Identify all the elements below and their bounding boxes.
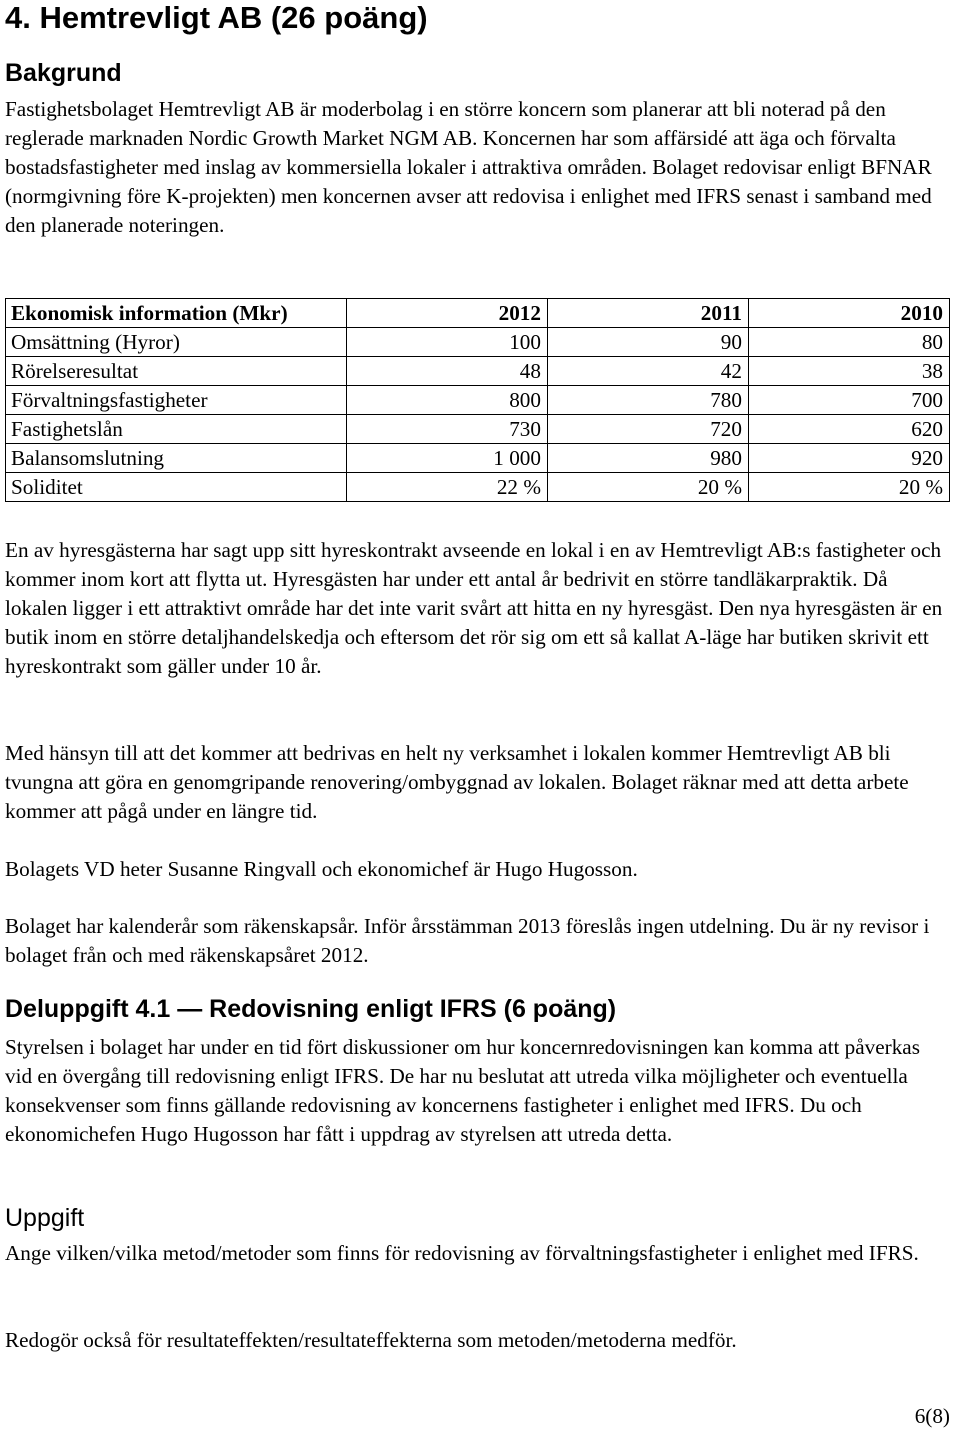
table-cell: 780 (547, 386, 748, 415)
table-cell: 20 % (748, 473, 949, 502)
table-cell: 42 (547, 357, 748, 386)
row-label: Rörelseresultat (6, 357, 347, 386)
table-row (6, 444, 950, 473)
table-cell: 38 (748, 357, 949, 386)
background-text: Fastighetsbolaget Hemtrevligt AB är moderbolag i en större koncern som planerar att bli noterad på den reglerade marknaden Nordic Growth Market NGM AB. Koncernen har som affärsidé att äga och förvalta bostadsfastigheter med inslag av kommersiella lokaler i attraktiva områden. Bolaget redovisar enligt BFNAR (normgivning före K-projekten) men koncernen avser att redovisa i enlighet med IFRS senast i samband med den planerade noteringen. (5, 97, 932, 237)
task-heading: Uppgift (5, 1204, 85, 1232)
paragraph-tenant: En av hyresgästerna har sagt upp sitt hyreskontrakt avseende en lokal i en av Hemtrevligt AB:s fastigheter och kommer inom kort att flytta ut. Hyresgästen har under ett antal år bedrivit en större tandläkarpraktik. Då lokalen ligger i ett attraktivt område har det inte varit svårt att hitta en ny hyresgäst. Den nya hyresgästen är en butik inom en större detaljhandelskedja och eftersom det rör sig om ett så kallat A-läge har butiken skrivit ett hyreskontrakt som gäller under 10 år. (5, 538, 943, 678)
table-row (6, 357, 950, 386)
row-label: Förvaltningsfastigheter (6, 386, 347, 415)
background-heading: Bakgrund (5, 59, 122, 87)
paragraph-management: Bolagets VD heter Susanne Ringvall och ekonomichef är Hugo Hugosson. (5, 857, 638, 881)
row-label: Fastighetslån (6, 415, 347, 444)
table-cell: 20 % (547, 473, 748, 502)
table-cell: 1 000 (346, 444, 547, 473)
table-cell: 700 (748, 386, 949, 415)
table-row (6, 328, 950, 357)
table-cell: 980 (547, 444, 748, 473)
table-cell: 720 (547, 415, 748, 444)
task-text-2: Redogör också för resultateffekten/resultateffekterna som metoden/metoderna medför. (5, 1328, 737, 1352)
page-number: 6(8) (914, 1404, 950, 1428)
table-row (6, 415, 950, 444)
table-cell: 100 (346, 328, 547, 357)
table-cell: 80 (748, 328, 949, 357)
table-cell: 620 (748, 415, 949, 444)
table-header-cell: 2010 (748, 299, 949, 328)
table-row (6, 473, 950, 502)
row-label: Balansomslutning (6, 444, 347, 473)
paragraph-renovation: Med hänsyn till att det kommer att bedrivas en helt ny verksamhet i lokalen kommer Hemtrevligt AB bli tvungna att göra en genomgripande renovering/ombyggnad av lokalen. Bolaget räknar med att detta arbete kommer att pågå under en längre tid. (5, 741, 909, 823)
table-cell: 800 (346, 386, 547, 415)
table-header-row (6, 299, 950, 328)
row-label: Omsättning (Hyror) (6, 328, 347, 357)
table-row (6, 386, 950, 415)
table-cell: 22 % (346, 473, 547, 502)
table-cell: 920 (748, 444, 949, 473)
financial-info-table (5, 298, 950, 502)
table-header-cell: 2012 (346, 299, 547, 328)
section-title: 4. Hemtrevligt AB (26 poäng) (5, 0, 428, 35)
table-header-cell: 2011 (547, 299, 748, 328)
subtask-text: Styrelsen i bolaget har under en tid fört diskussioner om hur koncernredovisningen kan komma att påverkas vid en övergång till redovisning enligt IFRS. De har nu beslutat att utreda vilka möjligheter och eventuella konsekvenser som finns gällande redovisning av koncernens fastigheter i enlighet med IFRS. Du och ekonomichefen Hugo Hugosson har fått i uppdrag av styrelsen att utreda detta. (5, 1035, 920, 1146)
table-cell: 48 (346, 357, 547, 386)
subtask-heading: Deluppgift 4.1 — Redovisning enligt IFRS (6 poäng) (5, 995, 617, 1023)
row-label: Soliditet (6, 473, 347, 502)
task-text-1: Ange vilken/vilka metod/metoder som finns för redovisning av förvaltningsfastigheter i enlighet med IFRS. (5, 1241, 919, 1265)
table-cell: 730 (346, 415, 547, 444)
table-cell: 90 (547, 328, 748, 357)
table-header-cell: Ekonomisk information (Mkr) (6, 299, 347, 328)
paragraph-fiscal-year: Bolaget har kalenderår som räkenskapsår. Inför årsstämman 2013 föreslås ingen utdelning. Du är ny revisor i bolaget från och med räkenskapsåret 2012. (5, 914, 930, 967)
